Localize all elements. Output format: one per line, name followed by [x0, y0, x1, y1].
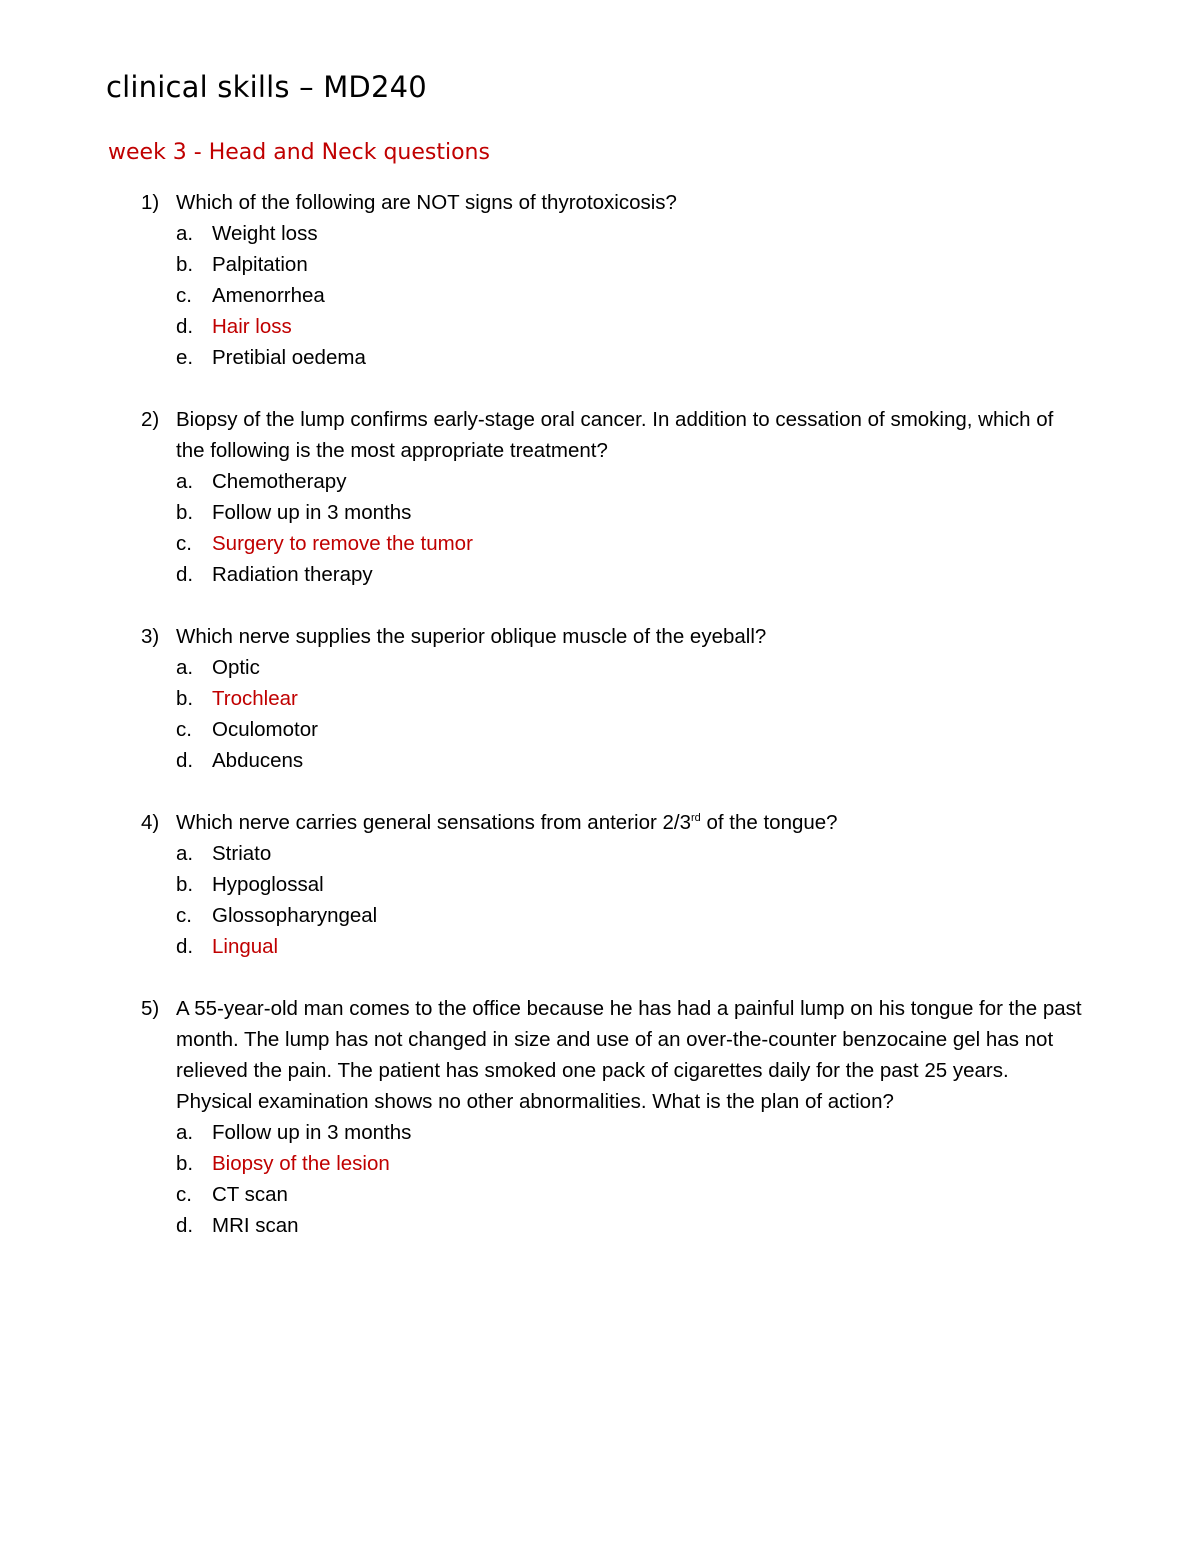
answer-option-c	[0, 900, 1200, 931]
option-letter: d.	[176, 563, 194, 586]
option-text: Biopsy of the lesion	[212, 1152, 390, 1175]
option-text: Striato	[212, 842, 272, 865]
answer-option-b	[0, 497, 1200, 528]
option-text: Abducens	[212, 749, 304, 772]
question-2	[0, 404, 1200, 590]
option-text: Hair loss	[212, 315, 292, 338]
option-text: Weight loss	[212, 222, 318, 245]
question-text: Which of the following are NOT signs of thyrotoxicosis?	[176, 191, 677, 214]
option-text: Oculomotor	[212, 718, 318, 741]
question-1	[0, 187, 1200, 373]
option-letter: d.	[176, 1214, 194, 1237]
question-number: 3)	[141, 625, 160, 648]
option-letter: a.	[176, 470, 194, 493]
question-4	[0, 807, 1200, 962]
option-letter: e.	[176, 346, 194, 369]
option-letter: a.	[176, 656, 194, 679]
option-letter: a.	[176, 222, 194, 245]
option-letter: a.	[176, 842, 194, 865]
answer-option-b-correct	[0, 1148, 1200, 1179]
option-letter: c.	[176, 718, 192, 741]
option-text: Optic	[212, 656, 260, 679]
question-text: Which nerve supplies the superior oblique muscle of the eyeball?	[176, 625, 767, 648]
answer-option-b	[0, 869, 1200, 900]
question-text: Biopsy of the lump confirms early-stage oral cancer. In addition to cessation of smoking, which of the following is the most appropriate treatment?	[176, 408, 1054, 462]
answer-options	[0, 466, 1200, 590]
option-text: CT scan	[212, 1183, 288, 1206]
option-letter: d.	[176, 935, 194, 958]
answer-option-a	[0, 1117, 1200, 1148]
answer-options	[0, 1117, 1200, 1241]
option-text: Lingual	[212, 935, 279, 958]
option-letter: b.	[176, 873, 194, 896]
question-stem	[0, 621, 1086, 652]
option-letter: d.	[176, 315, 194, 338]
answer-option-c	[0, 1179, 1200, 1210]
answer-option-d-correct	[0, 311, 1200, 342]
answer-option-b	[0, 249, 1200, 280]
question-stem	[0, 993, 1086, 1117]
answer-option-a	[0, 838, 1200, 869]
question-number: 5)	[141, 997, 160, 1020]
option-letter: c.	[176, 284, 192, 307]
answer-option-e	[0, 342, 1200, 373]
question-text-continued: of the tongue?	[700, 811, 838, 834]
question-text: Which nerve carries general sensations from anterior 2/3	[176, 811, 692, 834]
question-number: 4)	[141, 811, 160, 834]
option-letter: a.	[176, 1121, 194, 1144]
option-text: Follow up in 3 months	[212, 1121, 412, 1144]
option-letter: b.	[176, 501, 194, 524]
question-text: A 55-year-old man comes to the office because he has had a painful lump on his tongue for the past month. The lump has not changed in size and use of an over-the-counter benzocaine gel has not relieved the pain. The patient has smoked one pack of cigarettes daily for the past 25 years. Physical examination shows no other abnormalities. What is the plan of action?	[176, 997, 1082, 1113]
option-text: Palpitation	[212, 253, 308, 276]
option-text: Follow up in 3 months	[212, 501, 412, 524]
section-heading: week 3 - Head and Neck questions	[108, 140, 490, 165]
option-letter: b.	[176, 1152, 194, 1175]
question-5	[0, 993, 1200, 1241]
option-text: Amenorrhea	[212, 284, 325, 307]
question-stem	[0, 404, 1086, 466]
option-text: Trochlear	[212, 687, 298, 710]
answer-option-a	[0, 218, 1200, 249]
option-text: MRI scan	[212, 1214, 299, 1237]
option-letter: c.	[176, 532, 192, 555]
answer-options	[0, 838, 1200, 962]
ordinal-superscript: rd	[691, 812, 701, 825]
option-letter: b.	[176, 253, 194, 276]
option-letter: c.	[176, 904, 192, 927]
option-text: Chemotherapy	[212, 470, 347, 493]
answer-option-a	[0, 652, 1200, 683]
answer-option-c-correct	[0, 528, 1200, 559]
question-number: 1)	[141, 191, 160, 214]
option-text: Pretibial oedema	[212, 346, 366, 369]
option-text: Hypoglossal	[212, 873, 324, 896]
answer-option-d	[0, 559, 1200, 590]
answer-option-a	[0, 466, 1200, 497]
answer-option-d	[0, 745, 1200, 776]
question-stem	[0, 807, 1086, 838]
question-3	[0, 621, 1200, 776]
answer-options	[0, 652, 1200, 776]
document-title: clinical skills – MD240	[106, 70, 427, 104]
option-letter: b.	[176, 687, 194, 710]
option-letter: d.	[176, 749, 194, 772]
option-text: Surgery to remove the tumor	[212, 532, 473, 555]
answer-option-c	[0, 714, 1200, 745]
answer-options	[0, 218, 1200, 373]
answer-option-d-correct	[0, 931, 1200, 962]
question-number: 2)	[141, 408, 160, 431]
answer-option-c	[0, 280, 1200, 311]
question-stem	[0, 187, 1086, 218]
question-list	[0, 187, 1200, 1272]
option-text: Glossopharyngeal	[212, 904, 378, 927]
answer-option-b-correct	[0, 683, 1200, 714]
option-letter: c.	[176, 1183, 192, 1206]
option-text: Radiation therapy	[212, 563, 373, 586]
answer-option-d	[0, 1210, 1200, 1241]
